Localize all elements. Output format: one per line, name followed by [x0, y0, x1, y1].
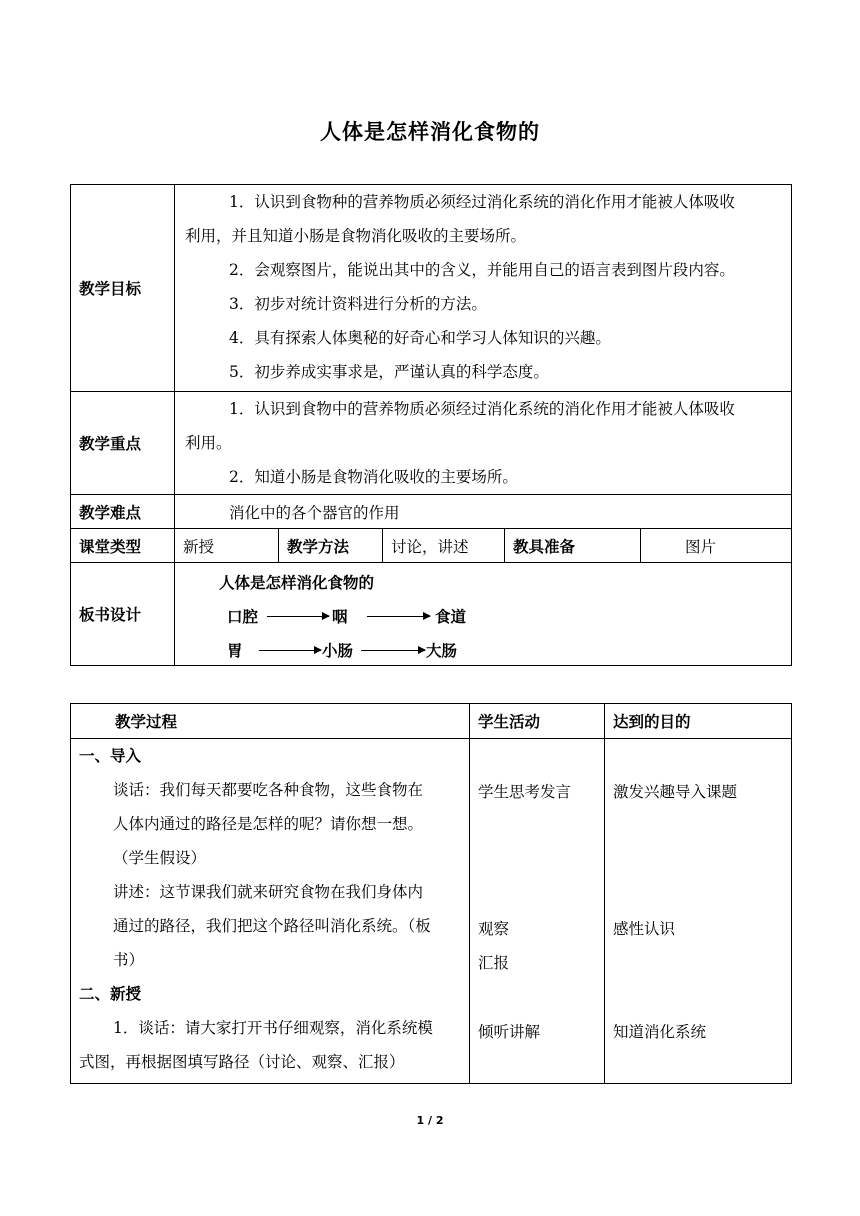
process-line: 式图，再根据图填写路径（讨论、观察、汇报） [79, 1053, 405, 1071]
key-point-line: 1．认识到食物中的营养物质必须经过消化系统的消化作用才能被人体吸收 [229, 400, 735, 418]
process-line: 讲述：这节课我们就来研究食物在我们身体内 [113, 883, 424, 901]
tools-label: 教具准备 [505, 529, 641, 563]
goal-line: 利用，并且知道小肠是食物消化吸收的主要场所。 [185, 227, 527, 245]
purpose-item: 感性认识 [613, 920, 676, 938]
difficulty-label: 教学难点 [71, 495, 175, 529]
class-info-row [71, 529, 792, 563]
purpose-item: 知道消化系统 [613, 1023, 707, 1041]
arrow-icon [259, 650, 321, 651]
method-value: 讨论，讲述 [383, 529, 505, 563]
goal-line: 5．初步养成实事求是，严谨认真的科学态度。 [229, 363, 549, 381]
process-line: 人体内通过的路径是怎样的呢？请你想一想。 [113, 815, 424, 833]
activity-item: 观察 [478, 920, 510, 938]
header-activity: 学生活动 [470, 704, 605, 739]
key-point-line: 2．知道小肠是食物消化吸收的主要场所。 [229, 468, 518, 486]
process-line: （学生假设） [113, 849, 207, 867]
goal-line: 3．初步对统计资料进行分析的方法。 [229, 295, 487, 313]
key-points-label: 教学重点 [71, 392, 175, 495]
arrow-icon [367, 616, 430, 617]
arrow-icon [267, 616, 329, 617]
goal-line: 4．具有探索人体奥秘的好奇心和学习人体知识的兴趣。 [229, 329, 611, 347]
board-term: 咽 [332, 608, 348, 626]
difficulty-value: 消化中的各个器官的作用 [175, 495, 792, 529]
lesson-info-table [70, 184, 792, 666]
board-label: 板书设计 [71, 563, 175, 666]
process-line: 书） [113, 951, 145, 969]
board-term: 食道 [435, 608, 467, 626]
process-header-row [71, 704, 792, 739]
activity-item: 倾听讲解 [478, 1023, 541, 1041]
key-point-line: 利用。 [185, 434, 232, 452]
arrow-icon [361, 650, 425, 651]
board-term: 口腔 [227, 608, 259, 626]
activity-column [470, 739, 604, 1083]
method-label: 教学方法 [279, 529, 383, 563]
board-design [175, 563, 791, 665]
student-activity-cell [470, 739, 605, 1084]
goals-cell [175, 185, 792, 392]
document-title: 人体是怎样消化食物的 [320, 120, 540, 144]
key-points-row [71, 392, 792, 495]
process-line: 谈话：我们每天都要吃各种食物，这些食物在 [113, 781, 424, 799]
class-type-label: 课堂类型 [71, 529, 175, 563]
purpose-item: 激发兴趣导入课题 [613, 783, 738, 801]
difficulty-row [71, 495, 792, 529]
section-heading: 一、导入 [79, 747, 142, 765]
teaching-process-table [70, 703, 792, 1084]
activity-item: 汇报 [478, 954, 510, 972]
key-points-cell [175, 392, 792, 495]
goals-row [71, 185, 792, 392]
class-type-value: 新授 [175, 529, 279, 563]
activity-item: 学生思考发言 [478, 783, 572, 801]
goals-label: 教学目标 [71, 185, 175, 392]
header-process: 教学过程 [71, 704, 470, 739]
board-term: 小肠 [322, 642, 354, 660]
section-heading: 二、新授 [79, 985, 142, 1003]
process-body-row [71, 739, 792, 1084]
process-line: 1．谈话：请大家打开书仔细观察，消化系统模 [113, 1019, 433, 1037]
goal-line: 1．认识到食物种的营养物质必须经过消化系统的消化作用才能被人体吸收 [229, 193, 735, 211]
board-term: 大肠 [426, 642, 458, 660]
page-number: 1 / 2 [416, 1114, 444, 1127]
purpose-column [605, 739, 791, 1083]
board-title: 人体是怎样消化食物的 [219, 574, 375, 592]
board-row [71, 563, 792, 666]
purpose-cell [605, 739, 792, 1084]
goal-line: 2．会观察图片，能说出其中的含义，并能用自己的语言表到图片段内容。 [229, 261, 735, 279]
board-cell [175, 563, 792, 666]
tools-value: 图片 [641, 529, 792, 563]
process-content-cell [71, 739, 470, 1084]
process-line: 通过的路径，我们把这个路径叫消化系统。（板 [113, 917, 431, 935]
board-term: 胃 [227, 642, 243, 660]
header-purpose: 达到的目的 [605, 704, 792, 739]
